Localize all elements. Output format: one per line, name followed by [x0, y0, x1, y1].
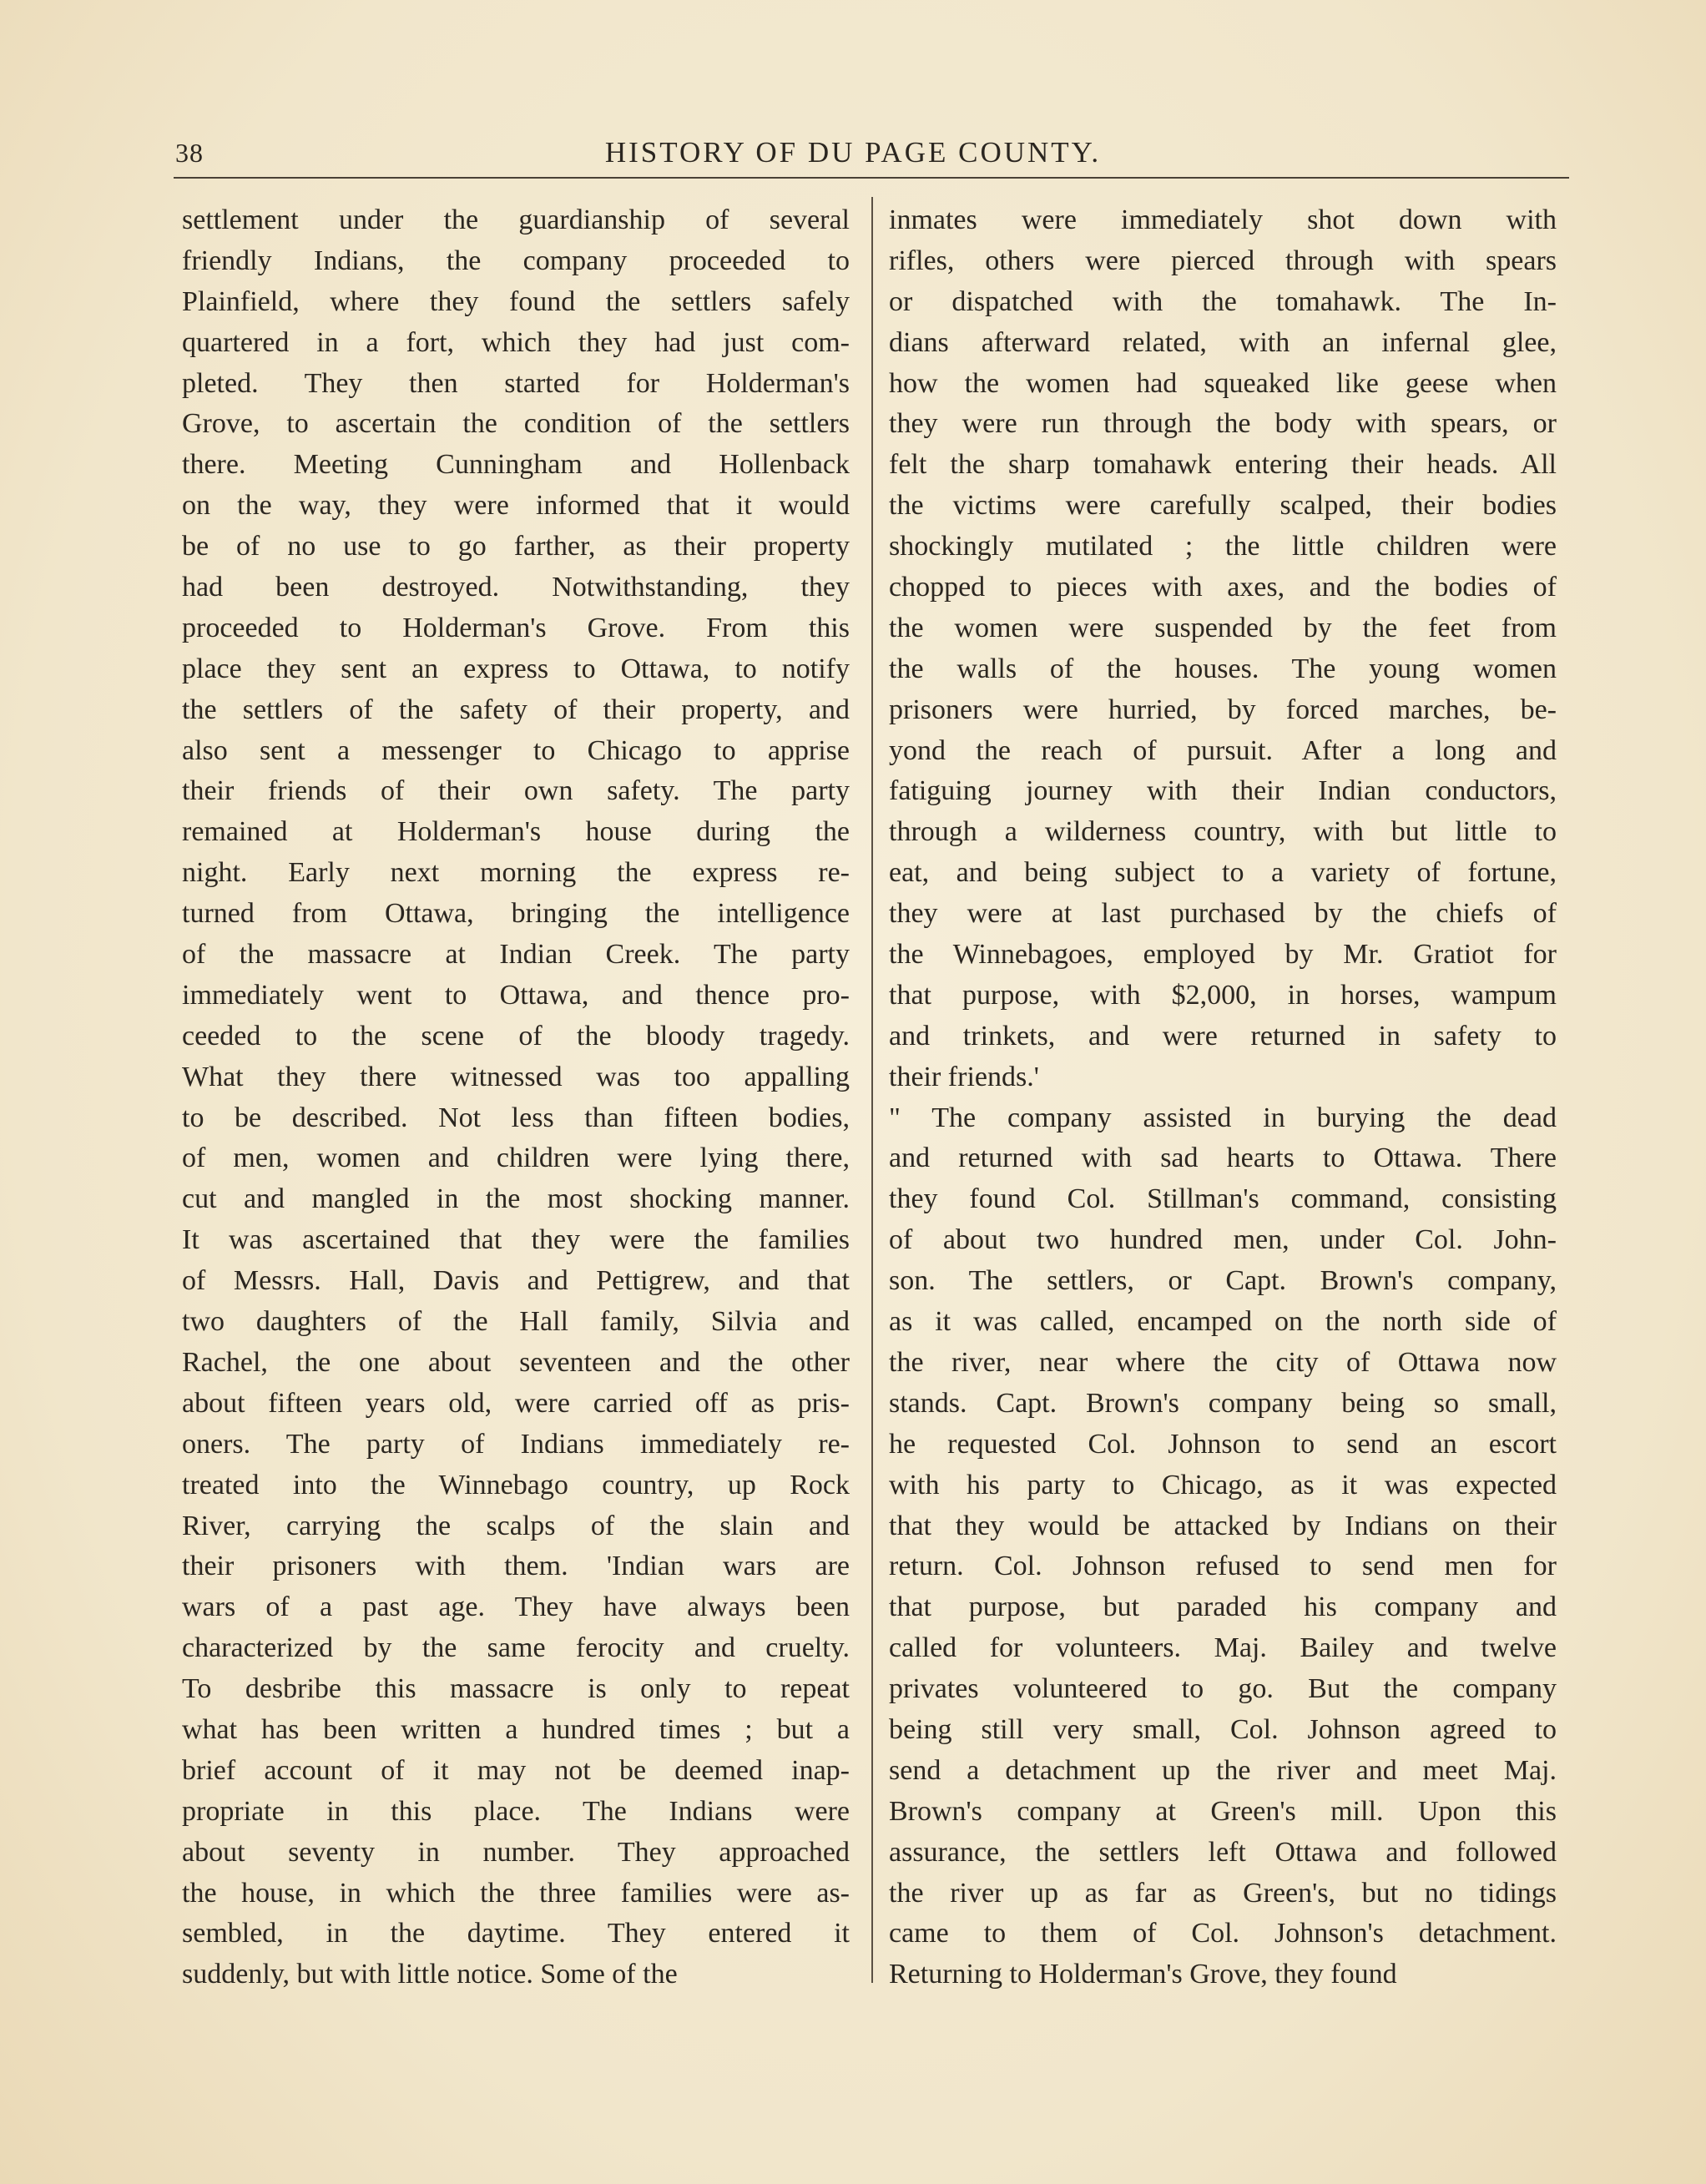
text-line: they were run through the body with spears, or [889, 408, 1557, 440]
text-line: remained at Holderman's house during the [182, 816, 850, 848]
text-line: return. Col. Johnson refused to send men for [889, 1551, 1557, 1582]
text-line: of Messrs. Hall, Davis and Pettigrew, and that [182, 1265, 850, 1297]
text-line: night. Early next morning the express re- [182, 857, 850, 889]
running-head: HISTORY OF DU PAGE COUNTY. [604, 136, 1102, 169]
text-line: friendly Indians, the company proceeded to [182, 245, 850, 276]
text-line: proceeded to Holderman's Grove. From this [182, 612, 850, 643]
text-line: the river, near where the city of Ottawa now [889, 1346, 1557, 1378]
text-line: they were at last purchased by the chiefs of [889, 898, 1557, 930]
text-line: he requested Col. Johnson to send an escort [889, 1428, 1557, 1460]
text-line: of men, women and children were lying there, [182, 1142, 850, 1174]
text-line: assurance, the settlers left Ottawa and followed [889, 1836, 1557, 1868]
text-line: the river up as far as Green's, but no tidings [889, 1877, 1557, 1909]
text-line: wars of a past age. They have always been [182, 1591, 850, 1623]
left-column [182, 200, 850, 1995]
text-line: through a wilderness country, with but little to [889, 816, 1557, 848]
header-rule [174, 177, 1569, 179]
text-line: shockingly mutilated ; the little children were [889, 531, 1557, 562]
text-line: to be described. Not less than fifteen bodies, [182, 1102, 850, 1133]
text-line: Grove, to ascertain the condition of the settlers [182, 408, 850, 440]
text-line: brief account of it may not be deemed inap- [182, 1754, 850, 1786]
text-line: also sent a messenger to Chicago to apprise [182, 734, 850, 766]
text-line: " The company assisted in burying the dead [889, 1102, 1557, 1133]
text-line: the walls of the houses. The young women [889, 653, 1557, 684]
text-line: immediately went to Ottawa, and thence pro- [182, 979, 850, 1011]
text-line: Brown's company at Green's mill. Upon this [889, 1795, 1557, 1827]
page-number: 38 [175, 138, 204, 168]
text-line: there. Meeting Cunningham and Hollenback [182, 449, 850, 481]
text-line: eat, and being subject to a variety of fortune, [889, 857, 1557, 889]
text-line: as it was called, encamped on the north side of [889, 1306, 1557, 1338]
text-line: with his party to Chicago, as it was expected [889, 1469, 1557, 1501]
text-line: what has been written a hundred times ; but a [182, 1713, 850, 1745]
text-line: privates volunteered to go. But the company [889, 1673, 1557, 1705]
text-line: yond the reach of pursuit. After a long and [889, 734, 1557, 766]
text-line: their friends.' [889, 1061, 1039, 1092]
text-line: send a detachment up the river and meet Maj. [889, 1754, 1557, 1786]
text-line: Returning to Holderman's Grove, they found [889, 1959, 1397, 1990]
text-line: the Winnebagoes, employed by Mr. Gratiot for [889, 939, 1557, 971]
text-line: being still very small, Col. Johnson agreed to [889, 1713, 1557, 1745]
text-line: about fifteen years old, were carried off as pris- [182, 1387, 850, 1419]
text-line: of about two hundred men, under Col. John- [889, 1224, 1557, 1256]
text-line: how the women had squeaked like geese when [889, 367, 1557, 399]
text-line: the women were suspended by the feet from [889, 612, 1557, 643]
column-divider [871, 197, 873, 1983]
text-line: characterized by the same ferocity and cruelty. [182, 1632, 850, 1664]
text-line: the house, in which the three families were as- [182, 1877, 850, 1909]
text-line: It was ascertained that they were the families [182, 1224, 850, 1256]
text-line: felt the sharp tomahawk entering their heads. All [889, 449, 1557, 481]
text-line: suddenly, but with little notice. Some of the [182, 1959, 678, 1990]
text-line: To desbribe this massacre is only to repeat [182, 1673, 850, 1705]
text-line: two daughters of the Hall family, Silvia and [182, 1306, 850, 1338]
text-line: chopped to pieces with axes, and the bodies of [889, 572, 1557, 603]
text-line: ceeded to the scene of the bloody tragedy. [182, 1020, 850, 1052]
text-line: the settlers of the safety of their property, and [182, 694, 850, 725]
text-line: inmates were immediately shot down with [889, 204, 1557, 235]
text-line: stands. Capt. Brown's company being so small, [889, 1387, 1557, 1419]
text-line: dians afterward related, with an infernal glee, [889, 326, 1557, 358]
text-line: oners. The party of Indians immediately re- [182, 1428, 850, 1460]
text-line: came to them of Col. Johnson's detachment. [889, 1918, 1557, 1949]
text-line: place they sent an express to Ottawa, to notify [182, 653, 850, 684]
text-line: son. The settlers, or Capt. Brown's company, [889, 1265, 1557, 1297]
text-line: pleted. They then started for Holderman's [182, 367, 850, 399]
text-line: the victims were carefully scalped, their bodies [889, 490, 1557, 522]
text-line: that purpose, with $2,000, in horses, wampum [889, 979, 1557, 1011]
text-line: quartered in a fort, which they had just com- [182, 326, 850, 358]
text-line: that purpose, but paraded his company and [889, 1591, 1557, 1623]
text-line: about seventy in number. They approached [182, 1836, 850, 1868]
text-line: be of no use to go farther, as their property [182, 531, 850, 562]
text-line: and returned with sad hearts to Ottawa. There [889, 1142, 1557, 1174]
text-line: prisoners were hurried, by forced marches, be- [889, 694, 1557, 725]
text-line: rifles, others were pierced through with spears [889, 245, 1557, 276]
text-line: on the way, they were informed that it would [182, 490, 850, 522]
text-line: Rachel, the one about seventeen and the other [182, 1346, 850, 1378]
text-line: What they there witnessed was too appalling [182, 1061, 850, 1092]
text-line: River, carrying the scalps of the slain and [182, 1510, 850, 1541]
text-line: propriate in this place. The Indians were [182, 1795, 850, 1827]
text-line: that they would be attacked by Indians on their [889, 1510, 1557, 1541]
text-line: treated into the Winnebago country, up Rock [182, 1469, 850, 1501]
text-line: their prisoners with them. 'Indian wars are [182, 1551, 850, 1582]
text-line: turned from Ottawa, bringing the intelligence [182, 898, 850, 930]
text-line: called for volunteers. Maj. Bailey and twelve [889, 1632, 1557, 1664]
right-column [889, 200, 1557, 1995]
text-line: Plainfield, where they found the settlers safely [182, 285, 850, 317]
text-line: and trinkets, and were returned in safety to [889, 1020, 1557, 1052]
text-line: or dispatched with the tomahawk. The In- [889, 285, 1557, 317]
text-line: had been destroyed. Notwithstanding, they [182, 572, 850, 603]
text-line: they found Col. Stillman's command, consisting [889, 1183, 1557, 1215]
text-line: settlement under the guardianship of several [182, 204, 850, 235]
text-line: cut and mangled in the most shocking manner. [182, 1183, 850, 1215]
text-line: fatiguing journey with their Indian conductors, [889, 775, 1557, 807]
text-line: of the massacre at Indian Creek. The party [182, 939, 850, 971]
text-line: their friends of their own safety. The party [182, 775, 850, 807]
text-line: sembled, in the daytime. They entered it [182, 1918, 850, 1949]
